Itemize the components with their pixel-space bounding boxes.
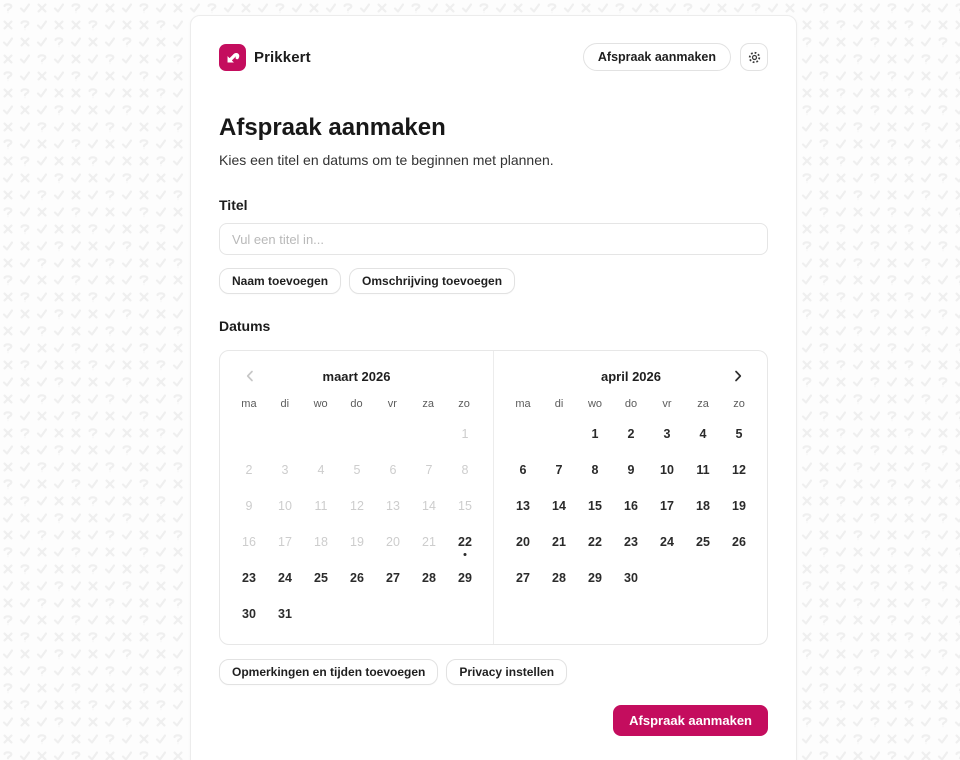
month-title: maart 2026 (322, 368, 391, 384)
settings-button[interactable] (740, 43, 768, 71)
calendar-day[interactable]: 28 (422, 571, 436, 585)
calendar-day[interactable]: 8 (591, 463, 599, 477)
privacy-settings-button[interactable]: Privacy instellen (446, 659, 567, 685)
calendar-day[interactable]: 30 (242, 607, 256, 621)
month-header (231, 364, 482, 388)
calendar-day: 17 (278, 535, 292, 549)
calendar-day: 10 (278, 499, 292, 513)
calendar-day[interactable]: 19 (732, 499, 746, 513)
calendar-empty-cell (339, 596, 375, 632)
calendar-day[interactable]: 29 (458, 571, 472, 585)
weekday-label: za (697, 398, 709, 410)
calendar-empty-cell (447, 596, 483, 632)
calendar-empty-cell (339, 416, 375, 452)
calendar-empty-cell (411, 416, 447, 452)
gear-icon (747, 50, 762, 65)
calendar-day[interactable]: 7 (555, 463, 563, 477)
submit-row (219, 705, 768, 736)
calendar-day: 13 (386, 499, 400, 513)
calendar-empty-cell (649, 560, 685, 596)
calendar-day[interactable]: 22 (588, 535, 602, 549)
weekday-label: do (350, 398, 363, 410)
calendar-day[interactable]: 27 (516, 571, 530, 585)
calendar-day[interactable]: 3 (663, 427, 671, 441)
calendar-day: 18 (314, 535, 328, 549)
add-notes-times-button[interactable]: Opmerkingen en tijden toevoegen (219, 659, 438, 685)
arrow-down-left-icon (224, 49, 241, 66)
calendar-day[interactable]: 24 (278, 571, 292, 585)
calendar-empty-cell (541, 416, 577, 452)
chevron-right-icon (734, 370, 742, 382)
add-description-button[interactable]: Omschrijving toevoegen (349, 268, 515, 294)
calendar-day: 2 (245, 463, 253, 477)
header-actions (583, 43, 768, 71)
calendar-empty-cell (505, 416, 541, 452)
calendar-day[interactable]: 27 (386, 571, 400, 585)
calendar-empty-cell (231, 416, 267, 452)
calendar-day[interactable]: 25 (696, 535, 710, 549)
page-title: Afspraak aanmaken (219, 114, 446, 141)
title-extra-actions (219, 268, 768, 294)
weekday-label: vr (387, 398, 397, 410)
calendar-empty-cell (303, 416, 339, 452)
calendar-day[interactable]: 29 (588, 571, 602, 585)
calendar-day: 20 (386, 535, 400, 549)
calendar-empty-cell (267, 416, 303, 452)
weekday-label: wo (587, 398, 603, 410)
calendar-day[interactable]: 5 (735, 427, 743, 441)
calendar-day[interactable]: 2 (627, 427, 635, 441)
calendar-day[interactable]: 31 (278, 607, 292, 621)
calendar-day: 8 (461, 463, 469, 477)
previous-month-button[interactable] (238, 364, 262, 388)
day-grid (231, 416, 482, 632)
weekday-label: zo (458, 398, 470, 410)
calendar-day: 9 (245, 499, 253, 513)
calendar-day[interactable]: 26 (350, 571, 364, 585)
date-range-picker (219, 350, 768, 645)
month-title: april 2026 (601, 368, 661, 384)
title-label: Titel (219, 197, 248, 213)
calendar-empty-cell (721, 560, 757, 596)
weekday-label: wo (313, 398, 328, 410)
calendar-day[interactable]: 25 (314, 571, 328, 585)
weekday-label: di (280, 398, 290, 410)
month-panel (494, 351, 768, 644)
calendar-empty-cell (375, 416, 411, 452)
calendar-day: 19 (350, 535, 364, 549)
calendar-day[interactable]: 10 (660, 463, 674, 477)
calendar-empty-cell (375, 596, 411, 632)
calendar-day: 14 (422, 499, 436, 513)
weekday-row (505, 394, 757, 414)
calendar-day[interactable]: 6 (519, 463, 527, 477)
calendar-day[interactable]: 16 (624, 499, 638, 513)
calendar-day[interactable]: 30 (624, 571, 638, 585)
calendar-day[interactable]: 28 (552, 571, 566, 585)
calendar-day: 11 (314, 499, 328, 513)
calendar-day[interactable]: 14 (552, 499, 566, 513)
extra-options-actions (219, 659, 768, 685)
app-header (219, 42, 768, 72)
page-subtitle: Kies een titel en datums om te beginnen met plannen. (219, 152, 554, 168)
calendar-day[interactable]: 11 (696, 463, 710, 477)
calendar-day[interactable]: 1 (591, 427, 599, 441)
prikkert-logo (219, 44, 246, 71)
weekday-label: do (624, 398, 638, 410)
calendar-day: 7 (425, 463, 433, 477)
calendar-day[interactable]: 4 (699, 427, 707, 441)
main-card (190, 15, 797, 760)
calendar-day[interactable]: 17 (660, 499, 674, 513)
weekday-label: zo (733, 398, 745, 410)
brand (219, 44, 311, 71)
calendar-day[interactable]: 21 (552, 535, 566, 549)
calendar-day[interactable]: 22 (447, 524, 483, 560)
brand-name: Prikkert (254, 48, 311, 66)
add-name-button[interactable]: Naam toevoegen (219, 268, 341, 294)
chevron-left-icon (246, 370, 254, 382)
calendar-day: 21 (422, 535, 436, 549)
calendar-day[interactable]: 15 (588, 499, 602, 513)
weekday-label: ma (241, 398, 257, 410)
day-grid (505, 416, 757, 596)
calendar-empty-cell (411, 596, 447, 632)
calendar-day[interactable]: 26 (732, 535, 746, 549)
weekday-label: di (554, 398, 564, 410)
calendar-day: 12 (350, 499, 364, 513)
next-month-button[interactable] (726, 364, 750, 388)
weekday-label: vr (662, 398, 672, 410)
calendar-day: 15 (458, 499, 472, 513)
calendar-empty-cell (303, 596, 339, 632)
title-input[interactable] (219, 223, 768, 255)
calendar-empty-cell (685, 560, 721, 596)
header-create-appointment-button[interactable]: Afspraak aanmaken (583, 43, 731, 71)
weekday-label: za (422, 398, 435, 410)
calendar-day[interactable]: 23 (624, 535, 638, 549)
calendar-day[interactable]: 13 (516, 499, 530, 513)
calendar-day: 1 (461, 427, 469, 441)
month-header (505, 364, 757, 388)
calendar-day: 16 (242, 535, 256, 549)
calendar-day[interactable]: 18 (696, 499, 710, 513)
submit-create-appointment-button[interactable]: Afspraak aanmaken (613, 705, 768, 736)
month-panel (220, 351, 494, 644)
weekday-row (231, 394, 482, 414)
calendar-day[interactable]: 24 (660, 535, 674, 549)
weekday-label: ma (515, 398, 531, 410)
calendar-day: 5 (353, 463, 361, 477)
calendar-day: 4 (317, 463, 325, 477)
dates-label: Datums (219, 318, 271, 334)
calendar-day[interactable]: 12 (732, 463, 746, 477)
calendar-day[interactable]: 9 (627, 463, 635, 477)
calendar-day[interactable]: 20 (516, 535, 530, 549)
calendar-day: 3 (281, 463, 289, 477)
calendar-day: 6 (389, 463, 397, 477)
calendar-day[interactable]: 23 (242, 571, 256, 585)
